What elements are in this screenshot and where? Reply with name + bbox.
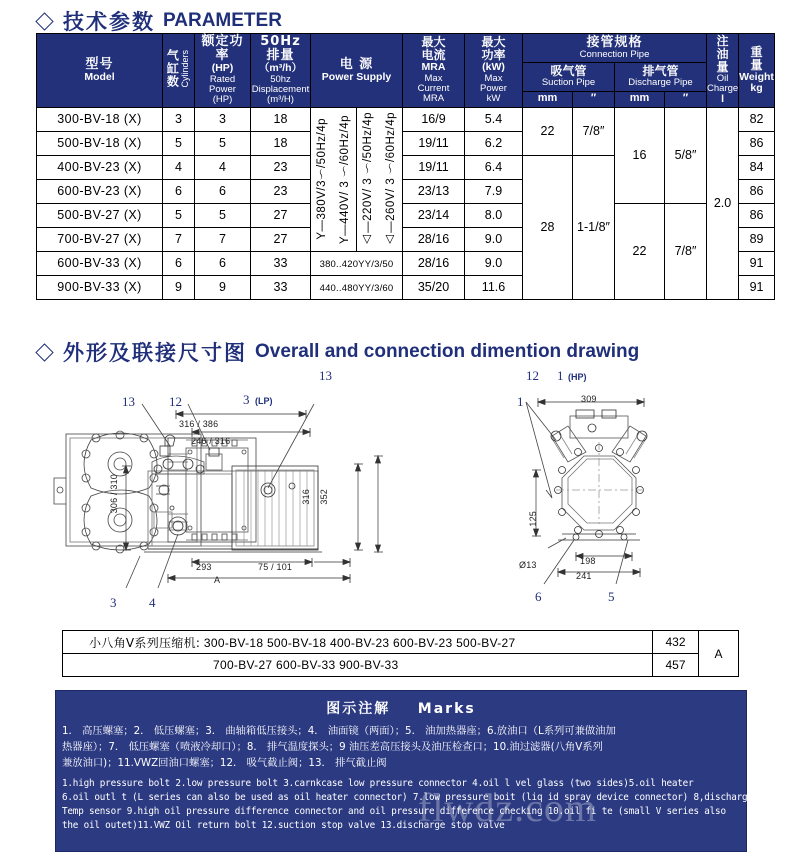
th-cylinders-cn: 气缸数 (165, 48, 180, 88)
marks-title (56, 691, 746, 718)
th-max-current (403, 34, 465, 108)
th-power-supply-cn: 电 源 (339, 56, 374, 72)
th-rated-power-cn: 额定功率 (201, 34, 244, 64)
th-model (37, 34, 163, 108)
th-rated-power-en1: Rated (209, 73, 236, 85)
th-suction-pipe (523, 63, 615, 91)
cell-weight: 89 (739, 227, 775, 251)
marks-legend-panel (55, 690, 753, 852)
series-value-1: 432 (653, 631, 699, 654)
cell-max-power: 5.4 (465, 107, 523, 131)
cell-discharge-inch: 5/8″ (665, 107, 707, 203)
th-model-cn: 型号 (85, 56, 114, 72)
cell-displacement: 33 (251, 251, 311, 275)
cell-cylinders: 6 (163, 251, 195, 275)
cell-max-current: 28/16 (403, 251, 465, 275)
cell-rated-power: 6 (195, 251, 251, 275)
cell-max-power: 11.6 (465, 275, 523, 299)
th-rated-power-en2: Power (209, 83, 236, 95)
cell-weight: 86 (739, 203, 775, 227)
series-value-2: 457 (653, 654, 699, 677)
dimension-label: 241 (576, 571, 592, 581)
dimension-heading-cn: 外形及联接尺寸图 (63, 341, 247, 365)
power-supply-spec-3: △—220V/ 3 ～/50Hz/4p (362, 111, 375, 247)
th-connection-pipe (523, 34, 707, 63)
marks-title-en: Marks (417, 701, 476, 717)
th-weight-unit: kg (750, 82, 763, 95)
cell-model: 900-BV-33 (X) (37, 275, 163, 299)
th-displacement-unit: （m³/h） (258, 62, 303, 75)
th-discharge-inch: ″ (665, 91, 707, 107)
th-suction-pipe-cn: 吸气管 (550, 64, 587, 79)
cell-rated-power: 5 (195, 203, 251, 227)
diamond-bullet-icon (35, 343, 53, 361)
drawing-callout-4: 4 (149, 595, 156, 610)
drawing-callout-12: 12 (169, 394, 182, 409)
cell-displacement: 33 (251, 275, 311, 299)
series-models-list-2: 700-BV-27 600-BV-33 900-BV-33 (63, 654, 653, 677)
th-weight (739, 34, 775, 108)
drawing-callout-6: 6 (535, 589, 542, 604)
dimension-label: 309 (581, 394, 597, 404)
power-supply-spec-1: Y—380V/3～/50Hz/4p (316, 118, 329, 241)
cell-max-power: 7.9 (465, 179, 523, 203)
th-oil-charge-en2: Charge (707, 83, 739, 95)
th-max-power-cn2: 功率 (481, 48, 506, 63)
cell-cylinders: 5 (163, 131, 195, 155)
cell-cylinders: 4 (163, 155, 195, 179)
th-rated-power-unit: (HP) (211, 62, 234, 75)
th-displacement-cn2: 排量 (266, 48, 295, 64)
dimension-drawing-area (36, 366, 764, 618)
cell-weight: 82 (739, 107, 775, 131)
drawing-callout-5: 5 (608, 589, 615, 604)
th-power-supply (311, 34, 403, 108)
th-suction-mm: mm (523, 91, 573, 107)
th-displacement-en2: Displacement (251, 83, 310, 95)
th-power-supply-en: Power Supply (321, 70, 392, 83)
cell-rated-power: 3 (195, 107, 251, 131)
th-displacement-en1: 50hz (270, 73, 291, 85)
cell-rated-power: 6 (195, 179, 251, 203)
th-max-power-cn1: 最大 (481, 35, 506, 50)
th-weight-en: Weight (739, 70, 774, 83)
series-summary-table (62, 630, 739, 677)
th-discharge-pipe-cn: 排气管 (642, 64, 679, 79)
marks-title-cn: 图示注解 (326, 701, 391, 717)
cell-suction-mm: 28 (523, 155, 573, 299)
cell-power-supply-alt-1 (311, 251, 403, 275)
th-oil-charge-unit: l (721, 93, 724, 106)
th-connection-pipe-en: Connection Pipe (579, 49, 650, 61)
marks-en-line-1: 1.high pressure bolt 2.low pressure bolt 3.carnkcase low pressure connector 4.oil l vel glass (two sides)5.oil heater (62, 777, 694, 789)
power-supply-spec-4: △—260V/ 3 ～/60Hz/4p (384, 111, 397, 247)
th-max-power-en3: kW (486, 93, 501, 105)
cell-max-power: 6.4 (465, 155, 523, 179)
drawing-callout-1: 1 (517, 394, 524, 409)
marks-en-line-4: the oil outet)11.VWZ Oil return bolt 12.suction stop valve 13.discharge stop valve (62, 819, 505, 831)
dimension-label: 75 / 101 (258, 562, 293, 572)
th-weight-cn2: 量 (750, 58, 763, 73)
th-suction-inch: ″ (573, 91, 615, 107)
cell-weight: 86 (739, 131, 775, 155)
dimension-label: 316 / 386 (179, 419, 219, 429)
cell-max-current: 19/11 (403, 131, 465, 155)
th-max-power-en2: Power (480, 82, 507, 94)
cell-max-power: 9.0 (465, 251, 523, 275)
th-weight-cn1: 重 (750, 45, 763, 60)
cell-max-current: 16/9 (403, 107, 465, 131)
marks-cn-line-3: 兼放油口)；11.VWZ回油口螺塞；12． 吸气截止阀；13． 排气截止阀 (62, 756, 387, 769)
cell-max-power: 8.0 (465, 203, 523, 227)
cell-max-current: 23/14 (403, 203, 465, 227)
cell-model: 400-BV-23 (X) (37, 155, 163, 179)
cell-cylinders: 9 (163, 275, 195, 299)
th-discharge-pipe (615, 63, 707, 91)
cell-max-current: 19/11 (403, 155, 465, 179)
th-connection-pipe-cn: 接管规格 (586, 35, 643, 51)
cell-weight: 84 (739, 155, 775, 179)
th-rated-power-en3: (HP) (212, 94, 233, 106)
cell-power-supply (311, 107, 403, 251)
cell-discharge-mm: 22 (615, 203, 665, 299)
compressor-side-view-drawing (96, 366, 406, 596)
dimension-label: 352 (319, 489, 329, 505)
dimension-heading-en: Overall and connection dimention drawing (255, 341, 640, 362)
cell-suction-inch: 1-1/8″ (573, 155, 615, 299)
cell-rated-power: 9 (195, 275, 251, 299)
series-models-row1 (63, 631, 653, 654)
th-oil-charge-en: Oil (716, 72, 729, 84)
cell-rated-power: 7 (195, 227, 251, 251)
th-max-current-cn2: 电流 (421, 48, 446, 63)
cell-cylinders: 6 (163, 179, 195, 203)
dimension-label: 306 / 310 (109, 474, 119, 514)
parameter-table-body (37, 107, 775, 299)
cell-max-current: 23/13 (403, 179, 465, 203)
cell-weight: 91 (739, 275, 775, 299)
drawing-callout-13: 13 (319, 368, 332, 383)
dimension-section-heading (0, 337, 639, 367)
cell-max-current: 35/20 (403, 275, 465, 299)
cell-cylinders: 5 (163, 203, 195, 227)
th-max-power-en1: Max (484, 72, 503, 84)
th-max-current-code: MRA (421, 61, 446, 74)
table-row (63, 654, 739, 677)
cell-cylinders: 3 (163, 107, 195, 131)
cell-suction-inch: 7/8″ (573, 107, 615, 155)
th-discharge-mm: mm (615, 91, 665, 107)
power-supply-spec-2: Y—440V/ 3 ～/60Hz/4p (338, 114, 351, 244)
drawing-callout-LP: (LP) (255, 396, 273, 406)
dimension-label: A (214, 575, 221, 585)
cell-displacement: 18 (251, 131, 311, 155)
cell-rated-power: 4 (195, 155, 251, 179)
cell-model: 700-BV-27 (X) (37, 227, 163, 251)
cell-weight: 91 (739, 251, 775, 275)
cell-model: 500-BV-27 (X) (37, 203, 163, 227)
dimension-label: 246 / 316 (191, 436, 231, 446)
diamond-bullet-icon (35, 12, 53, 30)
parameter-table (36, 33, 775, 300)
table-row (63, 631, 739, 654)
cell-power-supply-alt-2 (311, 275, 403, 299)
cell-weight: 86 (739, 179, 775, 203)
cell-max-power: 6.2 (465, 131, 523, 155)
th-displacement-en3: (m³/H) (267, 94, 294, 106)
series-models-list-1: 300-BV-18 500-BV-18 400-BV-23 600-BV-23 500-BV-27 (203, 635, 516, 650)
th-max-current-en3: MRA (422, 93, 445, 105)
th-oil-charge-cn1: 注 (716, 34, 729, 48)
marks-en-line-3: Temp sensor 9.high oil pressure difference connector and oil pressure difference checking 10.oil fi te (small V series also (62, 805, 726, 817)
parameter-table-header (37, 34, 775, 108)
cell-model: 500-BV-18 (X) (37, 131, 163, 155)
th-discharge-pipe-en: Discharge Pipe (628, 77, 693, 89)
th-cylinders-en: Cylinders (180, 50, 191, 88)
marks-en-line-2: 6.oil outl t (L series can also be used as oil heater connector) 7.low pressure boit (liq id spray device connector) 8,discharge (62, 791, 753, 803)
marks-cn-line-1: 1． 高压螺塞；2． 低压螺塞；3． 曲轴箱低压接头；4． 油面镜（两面）；5． 油加热器座；6.放油口（L系列可兼做油加 (62, 725, 616, 737)
table-row (37, 203, 775, 227)
th-cylinders (163, 34, 195, 108)
parameter-heading-cn: 技术参数 (63, 10, 155, 34)
drawing-callout-12: 12 (526, 368, 539, 383)
cell-model: 600-BV-23 (X) (37, 179, 163, 203)
cell-max-current: 28/16 (403, 227, 465, 251)
cell-oil-charge: 2.0 (707, 107, 739, 299)
cell-displacement: 27 (251, 227, 311, 251)
th-model-en: Model (84, 70, 115, 83)
cell-displacement: 18 (251, 107, 311, 131)
cell-rated-power: 5 (195, 131, 251, 155)
parameter-section-heading (0, 6, 282, 36)
th-max-power-unit: (kW) (482, 61, 505, 74)
drawing-callout-HP: (HP) (568, 372, 587, 382)
power-supply-alt-2: 440..480YY/3/60 (319, 283, 394, 295)
drawing-callout-1: 1 (557, 368, 564, 383)
series-label: 小八角V系列压缩机: (89, 635, 201, 650)
power-supply-alt-1: 380..420YY/3/50 (319, 259, 394, 271)
th-displacement-cn1: 50Hz (260, 34, 301, 50)
th-max-power (465, 34, 523, 108)
site-watermark: flwdz.com (418, 785, 597, 830)
th-oil-charge-cn3: 量 (716, 59, 729, 74)
cell-discharge-mm: 16 (615, 107, 665, 203)
dimension-label: 293 (196, 562, 212, 572)
drawing-callout-13: 13 (122, 394, 135, 409)
th-oil-charge (707, 34, 739, 108)
marks-cn-line-2: 热器座）；7． 低压螺塞（喷液冷却口）；8． 排气温度探头；9 油压差高压接头及油压检查口；10.油过滤器(八角V系列 (62, 740, 603, 753)
drawing-callout-3: 3 (110, 595, 117, 610)
cell-max-power: 9.0 (465, 227, 523, 251)
th-displacement (251, 34, 311, 108)
th-max-current-en2: Current (417, 82, 450, 94)
th-max-current-cn1: 最大 (421, 35, 446, 50)
cell-displacement: 27 (251, 203, 311, 227)
th-suction-pipe-en: Suction Pipe (541, 77, 596, 89)
table-row (37, 107, 775, 131)
marks-chinese-legend (56, 718, 746, 772)
marks-english-legend (56, 772, 753, 833)
cell-suction-mm: 22 (523, 107, 573, 155)
cell-model: 300-BV-18 (X) (37, 107, 163, 131)
drawing-callout-3: 3 (243, 392, 250, 407)
th-oil-charge-cn2: 油 (716, 46, 729, 61)
th-max-current-en1: Max (424, 72, 443, 84)
dimension-label: 198 (580, 556, 596, 566)
cell-discharge-inch: 7/8″ (665, 203, 707, 299)
th-rated-power (195, 34, 251, 108)
dimension-label: 316 (301, 489, 311, 505)
cell-displacement: 23 (251, 155, 311, 179)
parameter-heading-en: PARAMETER (163, 10, 282, 31)
dimension-label: Ø13 (519, 560, 537, 570)
series-a-label: A (699, 631, 739, 677)
dimension-label: 125 (528, 511, 538, 527)
cell-cylinders: 7 (163, 227, 195, 251)
cell-model: 600-BV-33 (X) (37, 251, 163, 275)
cell-displacement: 23 (251, 179, 311, 203)
